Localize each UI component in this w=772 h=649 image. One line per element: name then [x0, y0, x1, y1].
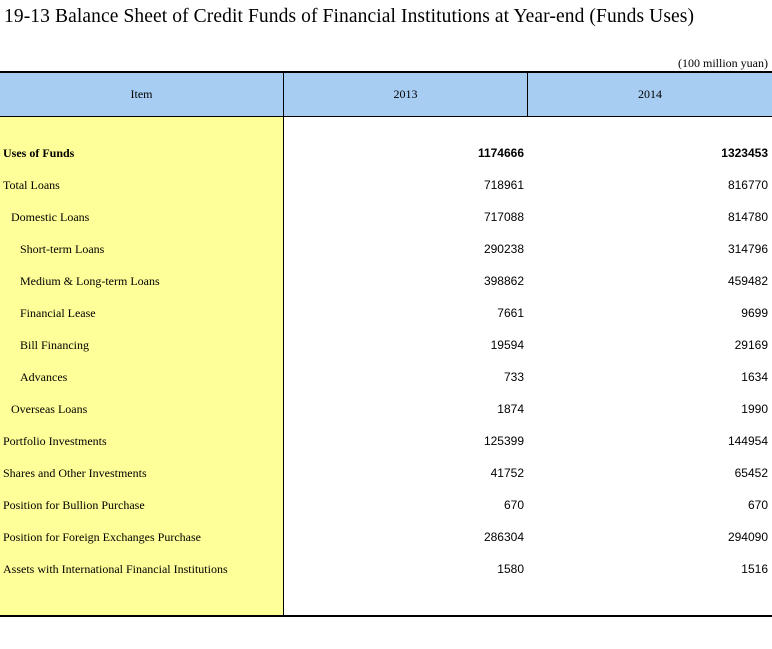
table-row	[0, 201, 772, 233]
value-2013: 290238	[483, 242, 524, 256]
column-divider	[527, 73, 528, 116]
value-2013: 398862	[483, 274, 524, 288]
row-label: Overseas Loans	[11, 402, 88, 416]
header-year-2013: 2013	[284, 73, 527, 116]
value-2014: 65452	[734, 466, 768, 480]
value-2013: 41752	[490, 466, 524, 480]
balance-sheet-table	[0, 71, 772, 617]
row-label: Advances	[20, 370, 68, 384]
row-label: Shares and Other Investments	[3, 466, 147, 480]
table-bottom-border	[0, 615, 772, 617]
table-row	[0, 393, 772, 425]
value-2014: 9699	[741, 306, 768, 320]
header-item: Item	[0, 73, 283, 116]
table-row	[0, 137, 772, 169]
header-year-2014: 2014	[528, 73, 772, 116]
value-2013: 1580	[497, 562, 524, 576]
unit-label: (100 million yuan)	[678, 56, 768, 70]
value-2013: 733	[503, 370, 524, 384]
value-2014: 1323453	[721, 146, 768, 160]
value-2013: 7661	[497, 306, 524, 320]
value-2013: 125399	[483, 434, 524, 448]
value-2014: 314796	[727, 242, 768, 256]
value-2014: 459482	[727, 274, 768, 288]
row-label: Medium & Long-term Loans	[20, 274, 160, 288]
row-label: Short-term Loans	[20, 242, 105, 256]
value-2014: 29169	[734, 338, 768, 352]
row-label: Total Loans	[3, 178, 60, 192]
value-2013: 718961	[483, 178, 524, 192]
value-2013: 1174666	[477, 146, 524, 160]
row-label: Domestic Loans	[11, 210, 90, 224]
value-2014: 1990	[741, 402, 768, 416]
table-row	[0, 169, 772, 201]
value-2014: 294090	[727, 530, 768, 544]
value-2014: 814780	[727, 210, 768, 224]
table-row	[0, 489, 772, 521]
value-2014: 144954	[727, 434, 768, 448]
row-label: Position for Foreign Exchanges Purchase	[3, 530, 201, 544]
row-label: Portfolio Investments	[3, 434, 107, 448]
table-row	[0, 425, 772, 457]
table-row	[0, 329, 772, 361]
value-2013: 670	[503, 498, 524, 512]
value-2013: 19594	[490, 338, 524, 352]
row-label: Position for Bullion Purchase	[3, 498, 145, 512]
value-2013: 717088	[483, 210, 524, 224]
value-2014: 1634	[741, 370, 768, 384]
value-2014: 670	[747, 498, 768, 512]
table-row	[0, 265, 772, 297]
page-title: 19-13 Balance Sheet of Credit Funds of Financial Institutions at Year-end (Funds Uses)	[4, 6, 695, 27]
table-row	[0, 457, 772, 489]
table-row	[0, 521, 772, 553]
value-2014: 1516	[741, 562, 768, 576]
table-row	[0, 297, 772, 329]
value-2013: 286304	[483, 530, 524, 544]
value-2014: 816770	[727, 178, 768, 192]
value-2013: 1874	[497, 402, 524, 416]
row-label: Assets with International Financial Institutions	[3, 562, 228, 576]
table-row	[0, 233, 772, 265]
table-row	[0, 553, 772, 585]
row-label: Financial Lease	[20, 306, 96, 320]
row-label: Bill Financing	[20, 338, 89, 352]
table-row	[0, 361, 772, 393]
row-label: Uses of Funds	[3, 146, 75, 160]
